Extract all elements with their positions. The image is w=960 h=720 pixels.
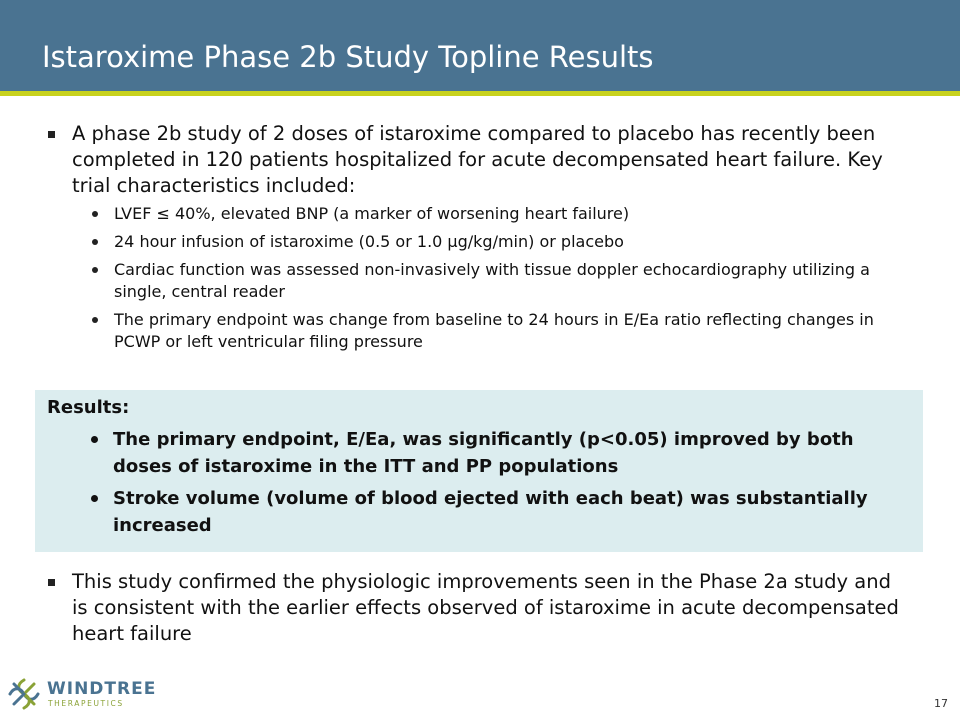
title-accent-rule xyxy=(0,91,960,96)
intro-text: A phase 2b study of 2 doses of istaroxime compared to placebo has recently been completed in 120 patients hospitalized for acute decompensated heart failure. Key trial characteristics included: xyxy=(72,122,883,197)
square-bullet-icon xyxy=(48,579,55,586)
conclusion-bullet xyxy=(46,569,906,647)
conclusion-text: This study confirmed the physiologic improvements seen in the Phase 2a study and is consistent with the earlier effects observed of istaroxime in acute decompensated heart failure xyxy=(72,570,899,645)
sub-bullet-text: Cardiac function was assessed non-invasively with tissue doppler echocardiography utilizing a single, central reader xyxy=(114,260,870,301)
dot-bullet-icon xyxy=(92,267,98,273)
conclusion-list xyxy=(46,569,906,647)
company-logo xyxy=(6,676,156,712)
list-item xyxy=(72,309,906,353)
dot-bullet-icon xyxy=(92,317,98,323)
logo-subtitle: THERAPEUTICS xyxy=(48,699,124,708)
dot-bullet-icon xyxy=(91,495,98,502)
result-text: Stroke volume (volume of blood ejected with each beat) was substantially increased xyxy=(113,488,868,536)
trial-characteristics-list xyxy=(72,203,906,353)
list-item xyxy=(87,426,917,480)
list-item xyxy=(72,231,906,253)
results-list xyxy=(87,426,917,544)
title-bar xyxy=(0,0,960,91)
page-number: 17 xyxy=(934,697,948,710)
dot-bullet-icon xyxy=(92,211,98,217)
dot-bullet-icon xyxy=(91,436,98,443)
square-bullet-icon xyxy=(48,131,55,138)
intro-list xyxy=(46,121,906,359)
slide-title: Istaroxime Phase 2b Study Topline Results xyxy=(42,40,654,74)
results-heading: Results: xyxy=(47,397,130,418)
intro-bullet xyxy=(46,121,906,353)
sub-bullet-text: The primary endpoint was change from baseline to 24 hours in E/Ea ratio reflecting changes in PCWP or left ventricular filing pressure xyxy=(114,310,874,351)
results-panel xyxy=(35,390,923,552)
sub-bullet-text: 24 hour infusion of istaroxime (0.5 or 1.0 µg/kg/min) or placebo xyxy=(114,232,624,251)
list-item xyxy=(87,485,917,539)
dot-bullet-icon xyxy=(92,239,98,245)
list-item xyxy=(72,259,906,303)
sub-bullet-text: LVEF ≤ 40%, elevated BNP (a marker of worsening heart failure) xyxy=(114,204,630,223)
result-text: The primary endpoint, E/Ea, was significantly (p<0.05) improved by both doses of istaroxime in the ITT and PP populations xyxy=(113,429,854,477)
list-item xyxy=(72,203,906,225)
windtree-logo-icon xyxy=(6,676,42,712)
logo-name: WINDTREE xyxy=(47,679,157,699)
